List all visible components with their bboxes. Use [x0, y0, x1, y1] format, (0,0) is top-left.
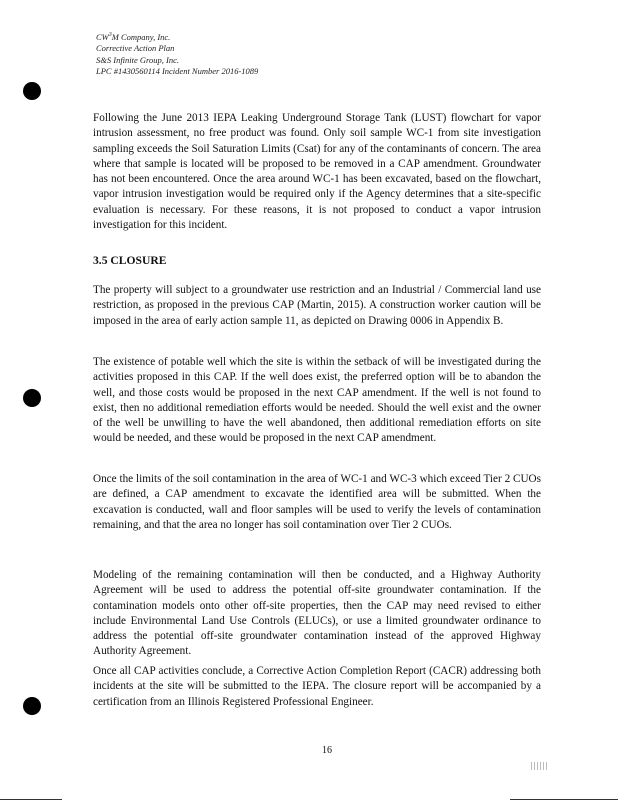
paragraph-restrictions: The property will subject to a groundwater use restriction and an Industrial / Commercial land use restriction, as proposed in the previous CAP (Martin, 2015). A construction worker caution will be imposed in the area of early action sample 11, as depicted on Drawing 0006 in Appendix B. [93, 284, 541, 327]
scan-mark [531, 762, 549, 770]
header-document-type: Corrective Action Plan [96, 43, 175, 54]
paragraph-potable-well: The existence of potable well which the site is within the setback of will be investigated during the activities proposed in this CAP. If the well does exist, the preferred option will be to abandon the well, and those costs would be proposed in the next CAP amendment. If the well is not found to exist, then no additional remediation efforts would be needed. Should the well exist and the owner of the well be unwilling to have the well abandoned, then additional remediation efforts on site would be needed, and these would be proposed in the next CAP amendment. [93, 356, 541, 445]
header-incident-number: LPC #1430560114 Incident Number 2016-1089 [96, 65, 259, 76]
intro-paragraph: Following the June 2013 IEPA Leaking Underground Storage Tank (LUST) flowchart for vapor intrusion assessment, no free product was found. Only soil sample WC-1 from site investigation sampling exceeds the Soil Saturation Limits (Csat) for any of the contaminants of concern. The area where that sample is located will be proposed to be removed in a CAP amendment. Groundwater has not been encountered. Once the area around WC-1 has been excavated, based on the flowchart, vapor intrusion investigation would be required only if the Agency determines that a site-specific evaluation is necessary. For these reasons, it is not proposed to conduct a vapor intrusion investigation for this incident. [93, 112, 541, 232]
header-client: S&S Infinite Group, Inc. [96, 54, 180, 65]
section-heading: 3.5 CLOSURE [93, 254, 167, 267]
binder-hole-middle [23, 389, 41, 407]
paragraph-excavation: Once the limits of the soil contamination in the area of WC-1 and WC-3 which exceed Tier 2 CUOs are defined, a CAP amendment to excavate the identified area will be submitted. When the excavation is conducted, wall and floor samples will be used to verify the levels of contamination remaining, and that the area no longer has soil contamination over Tier 2 CUOs. [93, 473, 541, 531]
document-header [96, 32, 258, 77]
paragraph-completion-report: Once all CAP activities conclude, a Corrective Action Completion Report (CACR) addressing both incidents at the site will be submitted to the IEPA. The closure report will be accompanied by a certification from an Illinois Registered Professional Engineer. [93, 665, 541, 708]
page-number: 16 [322, 745, 332, 756]
binder-hole-bottom [23, 697, 41, 715]
paragraph-modeling: Modeling of the remaining contamination will then be conducted, and a Highway Authority Agreement will be used to address the potential off-site groundwater contamination. If the contamination models onto other off-site properties, then the CAP may need revised to either include Environmental Land Use Controls (ELUCs), or use a limited groundwater ordinance to address the potential off-site groundwater contamination instead of the approved Highway Authority Agreement. [93, 569, 541, 658]
header-company: $CW^3M$ Company, Inc. [96, 32, 171, 42]
binder-hole-top [23, 82, 41, 100]
